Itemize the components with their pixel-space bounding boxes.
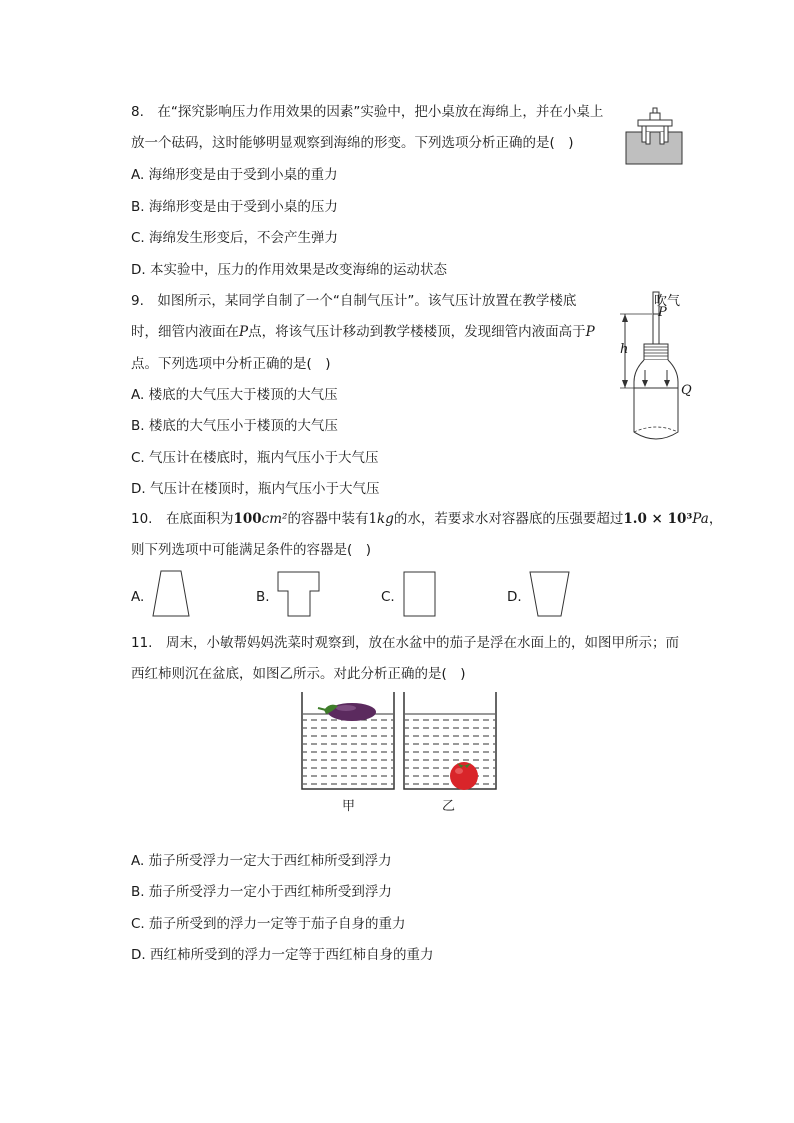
q9-option-b: B. 楼底的大气压小于楼顶的大气压	[131, 418, 338, 434]
q8-option-b: B. 海绵形变是由于受到小桌的压力	[131, 199, 338, 215]
q10-l1-part1: 10. 在底面积为	[131, 511, 234, 527]
q9-option-a: A. 楼底的大气压大于楼顶的大气压	[131, 387, 338, 403]
q9-barometer-figure	[612, 292, 692, 444]
q10-stem-line1	[131, 510, 722, 528]
q9-option-c: C. 气压计在楼底时，瓶内气压小于大气压	[131, 450, 379, 466]
q11-label-yi: 乙	[442, 799, 456, 814]
q11-option-a: A. 茄子所受浮力一定大于西红柿所受到浮力	[131, 853, 392, 869]
q10-area-unit: cm²	[261, 511, 288, 527]
q8-table-on-sponge-figure	[624, 104, 684, 166]
q10-pressure-unit: Pa	[692, 511, 709, 527]
q11-label-jia: 甲	[342, 799, 356, 814]
q9-fig-q-label: Q	[681, 383, 692, 398]
q9-point-p: P	[239, 324, 249, 340]
q10-pressure-value: 1.0 × 10³	[623, 511, 693, 527]
q11-basin-yi-figure	[402, 692, 498, 792]
q10-area-value: 100	[233, 511, 262, 527]
q10-container-c-shape	[403, 571, 437, 617]
q10-mass-value: 1	[368, 511, 378, 527]
q9-blow-label: 吹气	[654, 294, 681, 309]
q8-stem-line2: 放一个砝码，这时能够明显观察到海绵的形变。下列选项分析正确的是( )	[131, 135, 574, 151]
q10-choice-b-label: B.	[256, 589, 270, 605]
q10-l1-part3: 的水，若要求水对容器底的压强要超过	[393, 511, 624, 527]
q8-option-a: A. 海绵形变是由于受到小桌的重力	[131, 167, 338, 183]
q10-container-a-shape	[153, 570, 193, 618]
q11-basin-jia-figure	[300, 692, 396, 792]
q9-stem-line1: 9. 如图所示，某同学自制了一个“自制气压计”。该气压计放置在教学楼底	[131, 293, 577, 309]
q10-container-b-shape	[277, 571, 321, 617]
q9-stem-line3: 点。下列选项中分析正确的是( )	[131, 356, 331, 372]
q11-stem-line2: 西红柿则沉在盆底，如图乙所示。对此分析正确的是( )	[131, 666, 466, 682]
q8-option-c: C. 海绵发生形变后，不会产生弹力	[131, 230, 339, 246]
q10-mass-unit: kg	[377, 511, 394, 527]
q9-stem-line2	[131, 323, 595, 341]
q9-line2-part1: 时，细管内液面在	[131, 324, 239, 340]
q10-choice-d-label: D.	[507, 589, 522, 605]
q10-container-d-shape	[529, 571, 571, 617]
q9-fig-p-label: P	[658, 305, 667, 320]
q10-l1-part2: 的容器中装有	[287, 511, 369, 527]
q11-stem-line1: 11. 周末，小敏帮妈妈洗菜时观察到，放在水盆中的茄子是浮在水面上的，如图甲所示；而	[131, 635, 679, 651]
q11-option-c: C. 茄子所受到的浮力一定等于茄子自身的重力	[131, 916, 406, 932]
q8-option-d: D. 本实验中，压力的作用效果是改变海绵的运动状态	[131, 262, 447, 278]
q10-choice-a-label: A.	[131, 589, 145, 605]
q11-option-b: B. 茄子所受浮力一定小于西红柿所受到浮力	[131, 884, 392, 900]
q8-stem-line1: 8. 在“探究影响压力作用效果的因素”实验中，把小桌放在海绵上，并在小桌上	[131, 104, 604, 120]
q9-point-p2: P	[585, 324, 595, 340]
q10-stem-line2: 则下列选项中可能满足条件的容器是( )	[131, 542, 372, 558]
q9-line2-part2: 点，将该气压计移动到教学楼楼顶，发现细管内液面高于	[248, 324, 586, 340]
q11-option-d: D. 西红柿所受到的浮力一定等于西红柿自身的重力	[131, 947, 434, 963]
q10-l1-end: ，	[708, 511, 723, 527]
q9-option-d: D. 气压计在楼顶时，瓶内气压小于大气压	[131, 481, 380, 497]
q10-choice-c-label: C.	[381, 589, 395, 605]
q9-fig-h-label: h	[620, 342, 629, 357]
